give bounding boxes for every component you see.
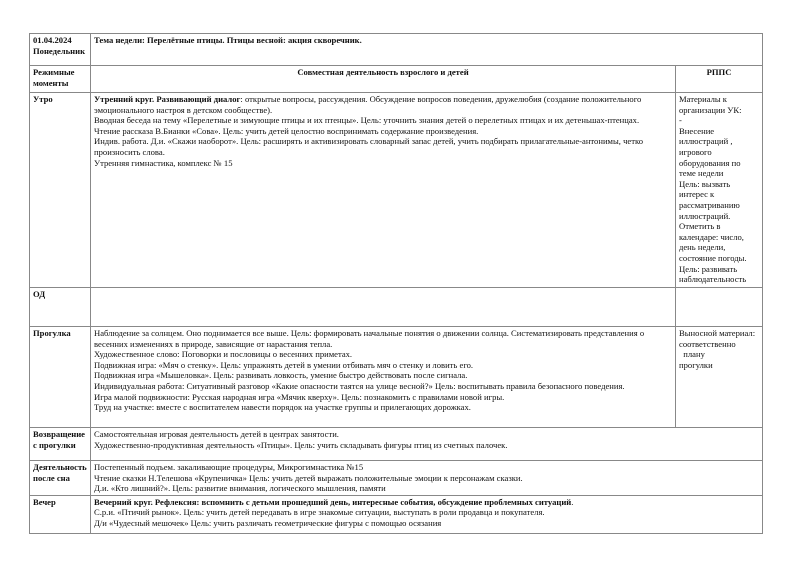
date-cell bbox=[30, 34, 91, 66]
row-walk bbox=[30, 327, 763, 428]
od-content bbox=[91, 288, 676, 327]
text-line: Вводная беседа на тему «Перелетные и зимующие птицы и их птенцы». Цель: уточнить знания детей о перелетных птицах и их детеньшах-птенцах. bbox=[94, 115, 640, 126]
row-morning bbox=[30, 93, 763, 288]
row-label: ОД bbox=[30, 288, 91, 327]
text-line: Цель: развивать наблюдательность bbox=[679, 263, 747, 285]
text-line: Постепенный подъем. закаливающие процедуры, Микрогимнастика №15 bbox=[94, 462, 364, 472]
col-joint: Совместная деятельность взрослого и детей bbox=[91, 66, 676, 93]
text-line: Выносной материал: соответственно bbox=[679, 328, 756, 349]
row-label: Деятельность после сна bbox=[30, 461, 91, 496]
text-line: Индивидуальная работа: Ситуативный разговор «Какие опасности таятся на улице весной?» Цель: воспитывать правила безопасного поведения. bbox=[94, 380, 625, 391]
text-line: Д.и. «Кто лишний?». Цель: развитие внимания, логического мышления, памяти bbox=[94, 483, 386, 494]
text-line: Материалы к организации УК: bbox=[679, 94, 742, 115]
od-rpps bbox=[676, 288, 763, 327]
col-rpps: РППС bbox=[676, 66, 763, 93]
row-label: Возвращение с прогулки bbox=[30, 428, 91, 461]
evening-content bbox=[91, 495, 763, 533]
text-line: Художественное слово: Поговорки и пословицы о весенних приметах. bbox=[94, 349, 353, 360]
text-line: Самостоятельная игровая деятельность детей в центрах занятости. bbox=[94, 429, 339, 439]
row-label: Утро bbox=[30, 93, 91, 288]
text-line: Цель: вызвать интерес к рассматриванию иллюстраций. bbox=[679, 178, 740, 221]
evening-heading: Вечерний круг. Рефлексия: вспомнить с детьми прошедший день, интересные события, обсуждение проблемных ситуаций bbox=[94, 496, 572, 507]
row-return bbox=[30, 428, 763, 461]
text-line: Труд на участке: вместе с воспитателем навести порядок на участке группы и прилегающих дорожках. bbox=[94, 402, 471, 413]
text-line: Чтение сказки Н.Телешова «Крупеничка» Цель: учить детей выражать положительные эмоции к персонажам сказки. bbox=[94, 472, 523, 483]
morning-heading: Утренний круг. Развивающий диалог bbox=[94, 94, 241, 104]
text-line: Индив. работа. Д.и. «Скажи наоборот». Цель: расширять и активизировать словарный запас детей, учить подбирать прилагательные-антонимы, четко произносить слова. bbox=[94, 136, 643, 157]
text-line: плану bbox=[679, 349, 705, 360]
row-after-sleep bbox=[30, 461, 763, 496]
text-line: С.р.и. «Птичий рынок». Цель: учить детей передавать в игре знакомые ситуации, выступать в роли продавца и покупателя. bbox=[94, 507, 545, 518]
text-line: Наблюдение за солнцем. Оно поднимается все выше. Цель: формировать начальные понятия о движении солнца. Систематизировать представления о весенних изменениях в природе, зависящие от нарастания тепла. bbox=[94, 328, 645, 349]
row-label: Вечер bbox=[30, 495, 91, 533]
morning-content bbox=[91, 93, 676, 288]
text-line: Художественно-продуктивная деятельность «Птицы». Цель: учить складывать фигуры птиц из счетных палочек. bbox=[94, 439, 508, 450]
text-line: Подвижная игра: «Мяч о стенку». Цель: упражнять детей в умении отбивать мяч о стенку и ловить его. bbox=[94, 359, 474, 370]
text-line: : открытые вопросы, рассуждения. Обсуждение вопросов поведения, дружелюбия (создание положительного эмоционального настроя в детском сообществе). bbox=[94, 94, 642, 115]
text-line: Чтение рассказа В.Бианки «Сова». Цель: учить детей целостно воспринимать содержание произведения. bbox=[94, 125, 479, 136]
text-line: Внесение иллюстраций , игрового оборудования по теме недели bbox=[679, 125, 741, 179]
text-line: прогулки bbox=[679, 359, 713, 370]
text-line: Подвижная игра «Мышеловка». Цель: развивать ловкость, умение быстро действовать после сигнала. bbox=[94, 370, 468, 381]
columns-row bbox=[30, 66, 763, 93]
text-line: Утренняя гимнастика, комплекс № 15 bbox=[94, 157, 233, 168]
walk-content bbox=[91, 327, 676, 428]
text-line: Отметить в календаре: число, день недели, состояние погоды. bbox=[679, 221, 747, 263]
weekday: Понедельник bbox=[33, 45, 86, 56]
return-content bbox=[91, 428, 763, 461]
row-od bbox=[30, 288, 763, 327]
row-evening bbox=[30, 495, 763, 533]
text-line: Игра малой подвижности: Русская народная игра «Мячик кверху». Цель: познакомить с правилами новой игры. bbox=[94, 391, 505, 402]
theme-text: Тема недели: Перелётные птицы. Птицы весной: акция скворечник. bbox=[94, 35, 362, 45]
daily-plan-table bbox=[29, 33, 763, 534]
date: 01.04.2024 bbox=[33, 35, 72, 45]
text-line: - bbox=[679, 115, 682, 126]
header-row bbox=[30, 34, 763, 66]
text-line: . bbox=[571, 496, 574, 507]
text-line: Д/и «Чудесный мешочек» Цель: учить различать геометрические фигуры с помощью осязания bbox=[94, 517, 442, 528]
after-sleep-content bbox=[91, 461, 763, 496]
col-regime: Режимные моменты bbox=[30, 66, 91, 93]
week-theme bbox=[91, 34, 763, 66]
walk-rpps bbox=[676, 327, 763, 428]
morning-rpps bbox=[676, 93, 763, 288]
row-label: Прогулка bbox=[30, 327, 91, 428]
